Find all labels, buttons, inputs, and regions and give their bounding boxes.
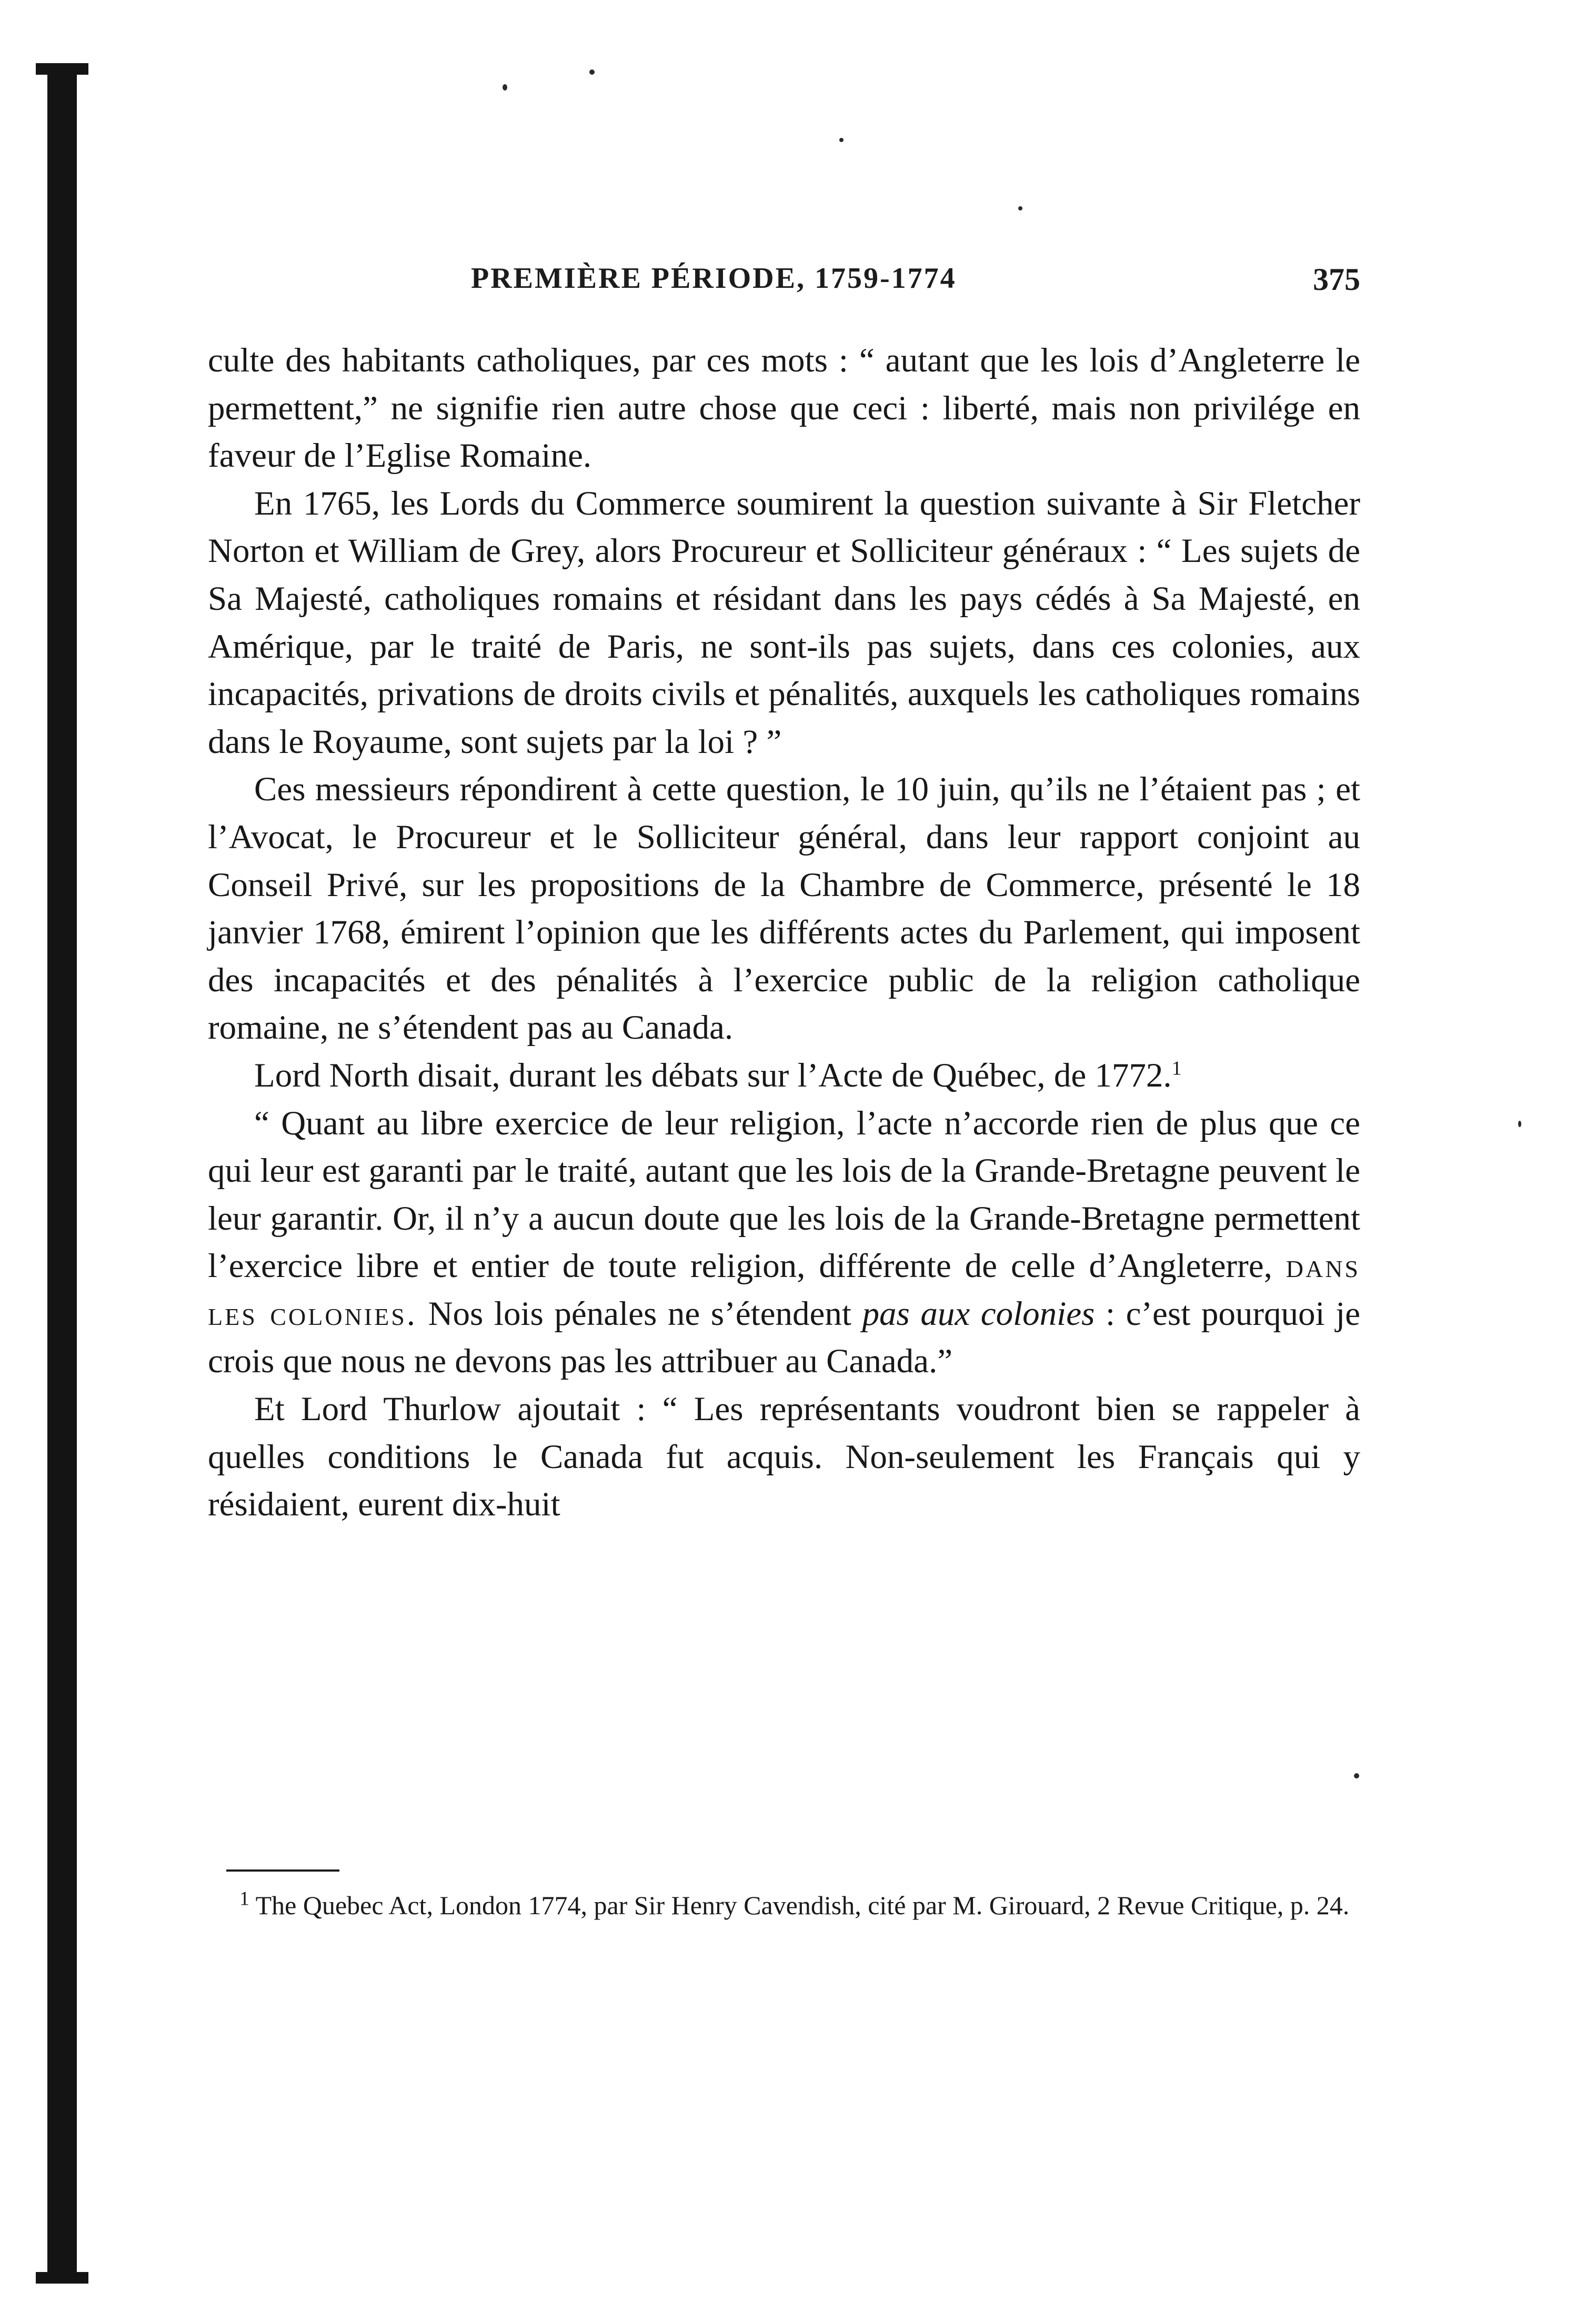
scan-speck: [1018, 206, 1022, 210]
paragraph: Et Lord Thurlow ajoutait : “ Les représentants voudront bien se rappeler à quelles conditions le Canada fut acquis. Non-seulement les Français qui y résidaient, eurent dix-huit: [208, 1390, 1360, 1524]
scan-speck: [503, 84, 507, 91]
italic-emphasis: pas aux colonies: [862, 1294, 1095, 1333]
paragraph: culte des habitants catholiques, par ces mots : “ autant que les lois d’Angleterre le permettent,” ne signifie rien autre chose que ceci : liberté, mais non privilége en faveur de l’Eglise Romaine.: [208, 341, 1360, 475]
body-text: [208, 337, 1360, 1529]
footnote-reference: 1: [1171, 1057, 1182, 1080]
footnotes: [208, 1886, 1360, 1924]
running-title: PREMIÈRE PÉRIODE, 1759-1774: [471, 262, 957, 295]
running-head: [208, 255, 1360, 303]
smallcaps-emphasis: dans les colonies.: [208, 1247, 1360, 1333]
footnote-marker: 1: [239, 1887, 249, 1910]
scan-speck: [839, 138, 844, 142]
paragraph: Ces messieurs répondirent à cette question, le 10 juin, qu’ils ne l’étaient pas ; et l’Avocat, le Procureur et le Solliciteur général, dans leur rapport conjoint au Conseil Privé, sur les propositions de la Chambre de Commerce, présenté le 18 janvier 1768, émirent l’opinion que les différents actes du Parlement, qui imposent des incapacités et des pénalités à l’exercice public de la religion catholique romaine, ne s’étendent pas au Canada.: [208, 770, 1360, 1047]
quotation-text: Nos lois pénales ne s’étendent: [417, 1294, 862, 1333]
paragraph-text: Lord North disait, durant les débats sur l’Acte de Québec, de 1772.: [254, 1056, 1172, 1094]
scan-speck: [1354, 1773, 1359, 1778]
paragraph: En 1765, les Lords du Commerce soumirent la question suivante à Sir Fletcher Norton et William de Grey, alors Procureur et Solliciteur généraux : “ Les sujets de Sa Majesté, catholiques romains et résidant dans les pays cédés à Sa Majesté, en Amérique, par le traité de Paris, ne sont-ils pas sujets, dans ces colonies, aux incapacités, privations de droits civils et pénalités, auxquels les catholiques romains dans le Royaume, sont sujets par la loi ? ”: [208, 484, 1360, 761]
quotation-text: : c’est pourquoi je crois que nous ne devons pas les attribuer au Canada.”: [208, 1294, 1361, 1381]
footnote: [208, 1886, 1360, 1924]
scan-speck: [589, 69, 595, 75]
binding-edge: [47, 74, 77, 2273]
page-number: 375: [1313, 262, 1360, 297]
footnote-separator: [226, 1869, 339, 1872]
quotation-text: “ Quant au libre exercice de leur religion, l’acte n’accorde rien de plus que ce qui leur est garanti par le traité, autant que les lois de la Grande-Bretagne peuvent le leur garantir. Or, il n’y a aucun doute que les lois de la Grande-Bretagne permettent l’exercice libre et entier de toute religion, différente de celle d’Angleterre,: [208, 1104, 1360, 1285]
footnote-text: The Quebec Act, London 1774, par Sir Henry Cavendish, cité par M. Girouard, 2 Revue Critique, p. 24.: [249, 1891, 1350, 1920]
paragraph: [208, 1052, 1360, 1100]
scan-speck: [1518, 1121, 1521, 1127]
quotation-paragraph: [208, 1100, 1360, 1386]
